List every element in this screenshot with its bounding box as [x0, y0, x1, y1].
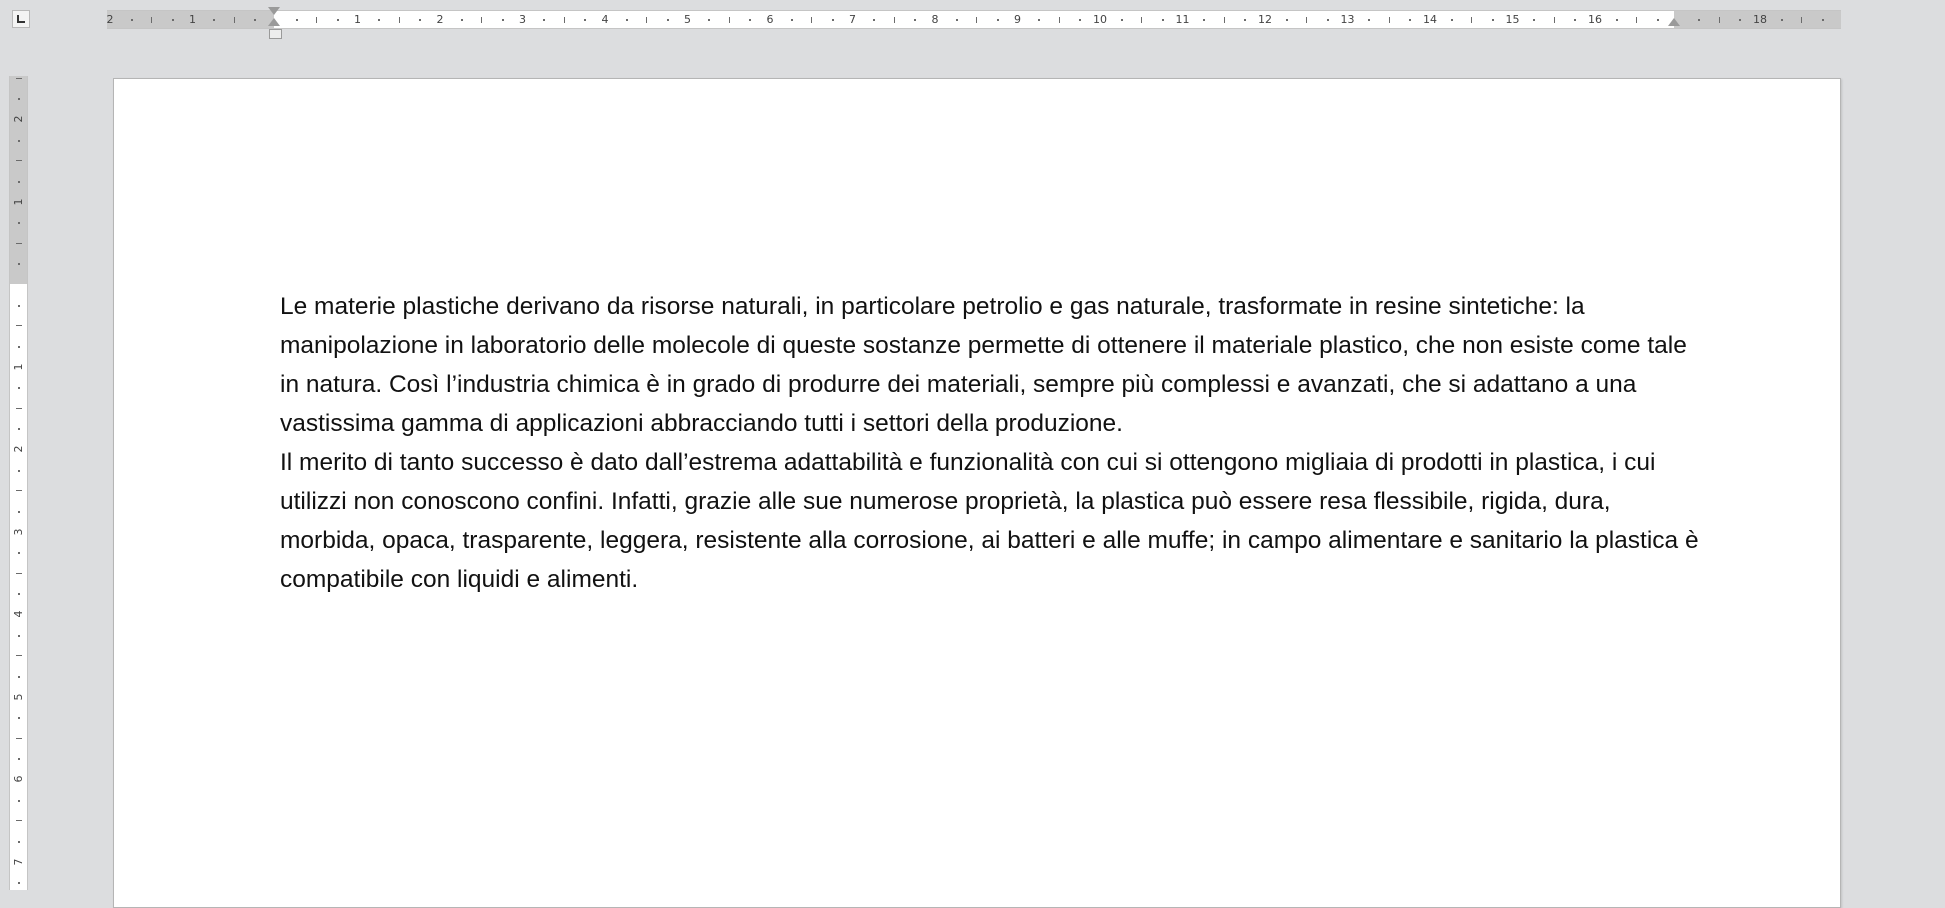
ruler-tick [399, 17, 400, 23]
ruler-tick [18, 511, 20, 513]
ruler-tick [1244, 19, 1246, 21]
ruler-tick [18, 140, 20, 142]
ruler-number: 3 [519, 13, 526, 26]
horizontal-ruler[interactable] [107, 10, 1841, 29]
ruler-tick [1739, 19, 1741, 21]
ruler-tick [1162, 19, 1164, 21]
ruler-number: 4 [12, 610, 25, 618]
ruler-tick [18, 222, 20, 224]
ruler-number: 7 [849, 13, 856, 26]
document-body[interactable] [280, 287, 1700, 599]
ruler-tick [16, 655, 22, 656]
ruler-tick [1719, 17, 1720, 23]
ruler-tick [18, 263, 20, 265]
ruler-tick [1471, 17, 1472, 23]
ruler-tick [873, 19, 875, 21]
ruler-tick [1368, 19, 1370, 21]
ruler-number: 2 [107, 13, 114, 26]
ruler-tick [1781, 19, 1783, 21]
left-tab-icon [17, 15, 25, 23]
ruler-tick [18, 181, 20, 183]
ruler-number: 6 [12, 775, 25, 783]
ruler-tick [337, 19, 339, 21]
ruler-tick [16, 573, 22, 574]
ruler-tick [729, 17, 730, 23]
ruler-tick [151, 17, 152, 23]
ruler-tick [584, 19, 586, 21]
ruler-tick [708, 19, 710, 21]
ruler-tick [894, 17, 895, 23]
ruler-tick [18, 882, 20, 884]
ruler-tick [997, 19, 999, 21]
paragraph-2[interactable]: Il merito di tanto successo è dato dall’estrema adattabilità e funzionalità con cui si ottengono migliaia di prodotti in plastica, i cui utilizzi non conoscono confini. Infatti, grazie alle sue numerose proprietà, la plastica può essere resa flessibile, rigida, dura, morbida, opaca, trasparente, leggera, resistente alla corrosione, ai batteri e alle muffe; in campo alimentare e sanitario la plastica è compatibile con liquidi e alimenti. [280, 449, 1699, 593]
ruler-tick [1327, 19, 1329, 21]
ruler-tick [1657, 19, 1659, 21]
ruler-number: 11 [1175, 13, 1190, 26]
ruler-tick [1492, 19, 1494, 21]
ruler-number: 12 [1258, 13, 1272, 26]
ruler-tick [1451, 19, 1453, 21]
ruler-tick [811, 17, 812, 23]
ruler-tick [914, 19, 916, 21]
vertical-ruler[interactable] [9, 76, 28, 890]
ruler-tick [16, 78, 22, 79]
ruler-tick [18, 98, 20, 100]
hanging-indent-marker[interactable] [268, 18, 280, 26]
ruler-tick [18, 841, 20, 843]
ruler-number: 15 [1505, 13, 1520, 26]
ruler-tick [1038, 19, 1040, 21]
ruler-tick [1554, 17, 1555, 23]
left-indent-marker[interactable] [269, 29, 282, 39]
ruler-number: 1 [189, 13, 196, 26]
ruler-tick [1822, 19, 1824, 21]
ruler-tick [296, 19, 298, 21]
ruler-number: 10 [1093, 13, 1107, 26]
ruler-number: 13 [1340, 13, 1355, 26]
ruler-number: 14 [1423, 13, 1437, 26]
paragraph-1[interactable]: Le materie plastiche derivano da risorse naturali, in particolare petrolio e gas naturale, trasformate in resine sintetiche: la manipolazione in laboratorio delle molecole di queste sostanze permette di ottenere il materiale plastico, che non esiste come tale in natura. Così l’industria chimica è in grado di produrre dei materiali, sempre più complessi e avanzati, che si adattano a una vastissima gamma di applicazioni abbracciando tutti i settori della produzione. [280, 293, 1687, 437]
ruler-number: 7 [12, 858, 25, 865]
ruler-tick [1141, 17, 1142, 23]
ruler-tick [16, 490, 22, 491]
ruler-tick [213, 19, 215, 21]
ruler-number: 5 [12, 693, 25, 700]
ruler-tick [131, 19, 133, 21]
ruler-tick [1801, 17, 1802, 23]
ruler-tick [1409, 19, 1411, 21]
ruler-tick [18, 717, 20, 719]
ruler-number: 8 [931, 13, 939, 26]
ruler-tick [16, 408, 22, 409]
ruler-tick [16, 820, 22, 821]
right-indent-marker[interactable] [1668, 18, 1680, 26]
ruler-tick [1389, 17, 1390, 23]
ruler-tick [1533, 19, 1535, 21]
ruler-tick [234, 17, 235, 23]
ruler-number: 18 [1753, 13, 1767, 26]
ruler-tick [1636, 17, 1637, 23]
ruler-tick [1059, 17, 1060, 23]
ruler-number: 2 [12, 115, 25, 123]
ruler-tick [18, 635, 20, 637]
ruler-number: 6 [766, 13, 774, 26]
ruler-number: 1 [12, 198, 25, 205]
ruler-tick [564, 17, 565, 23]
ruler-tick [172, 19, 174, 21]
ruler-number: 2 [12, 445, 25, 453]
ruler-number: 1 [354, 13, 361, 26]
ruler-tick [1224, 17, 1225, 23]
ruler-tick [791, 19, 793, 21]
ruler-tick [646, 17, 647, 23]
ruler-tick [18, 346, 20, 348]
ruler-tick [976, 17, 977, 23]
ruler-tick [419, 19, 421, 21]
ruler-tick [502, 19, 504, 21]
first-line-indent-marker[interactable] [268, 7, 280, 15]
ruler-tick [461, 19, 463, 21]
ruler-tick [18, 800, 20, 802]
ruler-number: 1 [12, 363, 25, 370]
ruler-tick [1203, 19, 1205, 21]
ruler-tick [18, 305, 20, 307]
ruler-tick [1079, 19, 1081, 21]
ruler-tick [1286, 19, 1288, 21]
ruler-tick [1574, 19, 1576, 21]
ruler-tick [749, 19, 751, 21]
ruler-tick [16, 325, 22, 326]
ruler-number: 16 [1588, 13, 1602, 26]
ruler-tick [832, 19, 834, 21]
ruler-tick [626, 19, 628, 21]
ruler-tick [18, 758, 20, 760]
ruler-tick [18, 593, 20, 595]
ruler-tick [16, 243, 22, 244]
ruler-tick [956, 19, 958, 21]
ruler-tick [18, 676, 20, 678]
ruler-tick [18, 552, 20, 554]
ruler-tick [18, 470, 20, 472]
ruler-number: 9 [1014, 13, 1021, 26]
ruler-tick [1121, 19, 1123, 21]
ruler-tick [1616, 19, 1618, 21]
ruler-tick [667, 19, 669, 21]
ruler-tick [16, 160, 22, 161]
ruler-tick [18, 387, 20, 389]
ruler-number: 2 [436, 13, 444, 26]
ruler-tick [16, 738, 22, 739]
ruler-tick [1698, 19, 1700, 21]
tab-stop-selector[interactable] [12, 10, 30, 28]
ruler-tick [481, 17, 482, 23]
ruler-tick [1306, 17, 1307, 23]
ruler-number: 3 [12, 528, 25, 535]
ruler-tick [254, 19, 256, 21]
ruler-tick [543, 19, 545, 21]
ruler-tick [378, 19, 380, 21]
document-page[interactable] [113, 78, 1841, 908]
ruler-number: 4 [601, 13, 609, 26]
ruler-tick [316, 17, 317, 23]
ruler-number: 5 [684, 13, 691, 26]
ruler-tick [18, 428, 20, 430]
